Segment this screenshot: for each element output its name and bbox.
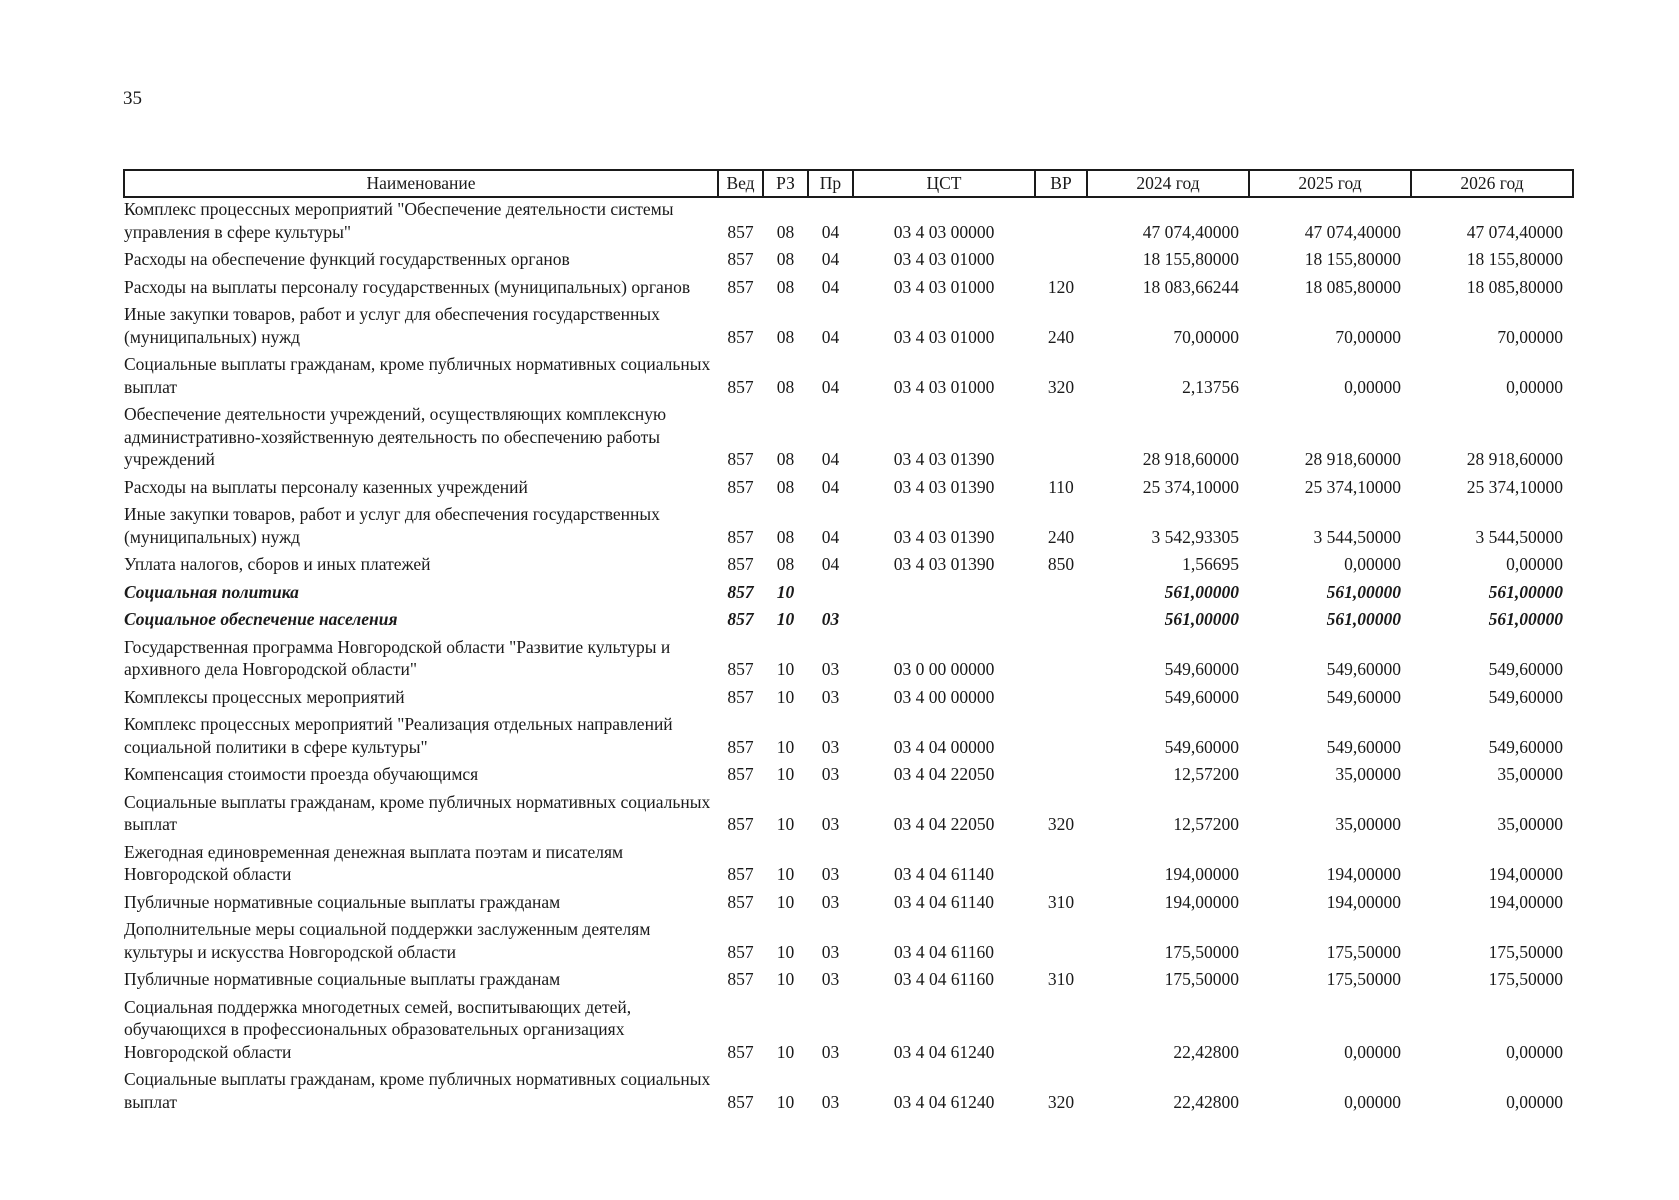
cell-name: Комплекс процессных мероприятий "Обеспечение деятельности системы управления в сфере культуры" — [124, 199, 674, 242]
cell-2025: 47 074,40000 — [1304, 221, 1401, 242]
table-row — [124, 608, 1573, 636]
cell-2025: 35,00000 — [1335, 764, 1401, 784]
cell-ved: 857 — [727, 1041, 754, 1062]
cell-name: Комплекс процессных мероприятий "Реализация отдельных направлений социальной политики в сфере культуры" — [124, 714, 673, 757]
cell-rz: 08 — [776, 276, 795, 297]
cell-2025: 194,00000 — [1326, 891, 1401, 912]
header-2026: 2026 год — [1411, 170, 1573, 197]
cell-pr: 04 — [821, 554, 840, 574]
cell-2024: 561,00000 — [1164, 609, 1239, 629]
cell-2026: 549,60000 — [1488, 686, 1563, 707]
cell-2026: 561,00000 — [1488, 581, 1563, 602]
header-pr: Пр — [808, 170, 853, 197]
cell-name: Публичные нормативные социальные выплаты гражданам — [124, 891, 561, 912]
header-vr: ВР — [1035, 170, 1087, 197]
cell-2025: 549,60000 — [1326, 736, 1401, 757]
cell-rz: 08 — [776, 376, 795, 397]
cell-2024: 2,13756 — [1182, 376, 1239, 397]
cell-rz: 10 — [776, 941, 795, 962]
table-body — [124, 197, 1573, 1118]
cell-rz: 08 — [776, 221, 795, 242]
cell-pr: 03 — [821, 814, 840, 834]
table-row — [124, 791, 1573, 841]
cell-vr — [1035, 248, 1087, 276]
cell-ved: 857 — [727, 969, 754, 989]
cell-2026: 175,50000 — [1488, 941, 1563, 962]
cell-cst: 03 4 04 61240 — [893, 1091, 995, 1112]
cell-cst: 03 4 03 01000 — [893, 326, 995, 347]
cell-2024: 22,42800 — [1173, 1091, 1239, 1112]
cell-2024: 194,00000 — [1164, 891, 1239, 912]
cell-ved: 857 — [727, 221, 754, 242]
cell-2026: 194,00000 — [1488, 891, 1563, 912]
cell-2026: 561,00000 — [1488, 609, 1563, 629]
cell-pr: 03 — [821, 764, 840, 784]
cell-2024: 561,00000 — [1164, 581, 1239, 602]
cell-vr — [1035, 841, 1087, 891]
cell-vr: 240 — [1047, 326, 1075, 347]
cell-rz: 10 — [776, 814, 795, 834]
table-row — [124, 713, 1573, 763]
cell-ved: 857 — [727, 686, 754, 707]
cell-pr: 03 — [821, 659, 840, 679]
cell-2024: 22,42800 — [1173, 1041, 1239, 1062]
cell-vr: 310 — [1047, 969, 1075, 989]
cell-pr: 03 — [821, 1091, 840, 1112]
cell-rz: 10 — [776, 609, 795, 629]
cell-2026: 549,60000 — [1488, 659, 1563, 679]
cell-vr — [1035, 636, 1087, 686]
cell-pr: 03 — [821, 1041, 840, 1062]
cell-2025: 0,00000 — [1344, 1041, 1401, 1062]
cell-2026: 0,00000 — [1506, 376, 1563, 397]
cell-vr: 120 — [1047, 276, 1075, 297]
header-2024: 2024 год — [1087, 170, 1249, 197]
table-header-row — [124, 170, 1573, 197]
cell-vr — [1035, 608, 1087, 636]
cell-2024: 28 918,60000 — [1142, 449, 1239, 469]
cell-pr: 04 — [821, 276, 840, 297]
cell-pr: 03 — [821, 891, 840, 912]
cell-2024: 549,60000 — [1164, 736, 1239, 757]
table-row — [124, 918, 1573, 968]
cell-pr: 03 — [821, 941, 840, 962]
cell-rz: 10 — [776, 1091, 795, 1112]
cell-name: Дополнительные меры социальной поддержки заслуженным деятелям культуры и искусства Новгородской области — [124, 919, 651, 962]
cell-2025: 175,50000 — [1326, 969, 1401, 989]
cell-cst: 03 4 04 61140 — [894, 891, 994, 912]
cell-2026: 35,00000 — [1497, 764, 1563, 784]
cell-2024: 70,00000 — [1173, 326, 1239, 347]
cell-pr: 04 — [821, 221, 840, 242]
cell-2026: 194,00000 — [1488, 864, 1563, 884]
cell-ved: 857 — [727, 659, 754, 679]
cell-pr — [808, 581, 853, 609]
cell-vr — [1035, 403, 1087, 476]
cell-2025: 25 374,10000 — [1304, 476, 1401, 497]
table-row — [124, 968, 1573, 996]
cell-cst: 03 0 00 00000 — [893, 659, 995, 679]
cell-2025: 0,00000 — [1344, 376, 1401, 397]
cell-ved: 857 — [727, 1091, 754, 1112]
cell-ved: 857 — [727, 376, 754, 397]
cell-name: Расходы на выплаты персоналу государственных (муниципальных) органов — [124, 276, 691, 297]
cell-2025: 194,00000 — [1326, 864, 1401, 884]
cell-vr — [1035, 581, 1087, 609]
cell-vr — [1035, 763, 1087, 791]
cell-name: Государственная программа Новгородской области "Развитие культуры и архивного дела Новгородской области" — [124, 636, 671, 679]
cell-rz: 10 — [776, 1041, 795, 1062]
cell-2026: 28 918,60000 — [1466, 449, 1563, 469]
cell-rz: 10 — [776, 891, 795, 912]
cell-ved: 857 — [727, 864, 754, 884]
cell-2024: 175,50000 — [1164, 941, 1239, 962]
cell-rz: 08 — [776, 449, 795, 469]
cell-name: Уплата налогов, сборов и иных платежей — [124, 554, 431, 574]
cell-2024: 175,50000 — [1164, 969, 1239, 989]
cell-rz: 10 — [776, 686, 795, 707]
cell-2024: 549,60000 — [1164, 686, 1239, 707]
header-name: Наименование — [124, 170, 718, 197]
cell-2026: 47 074,40000 — [1466, 221, 1563, 242]
cell-vr: 850 — [1047, 554, 1075, 574]
cell-name: Компенсация стоимости проезда обучающимся — [124, 764, 479, 784]
cell-cst: 03 4 03 01390 — [893, 554, 995, 574]
cell-2025: 0,00000 — [1344, 554, 1401, 574]
cell-name: Ежегодная единовременная денежная выплата поэтам и писателям Новгородской области — [124, 841, 624, 884]
header-2025: 2025 год — [1249, 170, 1411, 197]
cell-rz: 10 — [776, 969, 795, 989]
cell-2026: 3 544,50000 — [1475, 526, 1563, 547]
table-row — [124, 891, 1573, 919]
cell-ved: 857 — [727, 609, 754, 629]
cell-ved: 857 — [727, 814, 754, 834]
cell-cst: 03 4 04 00000 — [893, 736, 995, 757]
cell-vr: 320 — [1047, 1091, 1075, 1112]
table-row — [124, 248, 1573, 276]
cell-2024: 12,57200 — [1173, 814, 1239, 834]
cell-cst: 03 4 04 61240 — [893, 1041, 995, 1062]
cell-cst: 03 4 03 00000 — [893, 221, 995, 242]
cell-2024: 18 083,66244 — [1142, 276, 1239, 297]
cell-rz: 08 — [776, 476, 795, 497]
cell-2026: 25 374,10000 — [1466, 476, 1563, 497]
cell-cst: 03 4 03 01390 — [893, 526, 995, 547]
cell-name: Расходы на выплаты персоналу казенных учреждений — [124, 476, 528, 497]
cell-ved: 857 — [727, 249, 754, 269]
cell-rz: 08 — [776, 249, 795, 269]
cell-vr: 240 — [1047, 526, 1075, 547]
cell-2026: 0,00000 — [1506, 1041, 1563, 1062]
cell-vr: 320 — [1047, 814, 1075, 834]
cell-ved: 857 — [727, 554, 754, 574]
cell-cst: 03 4 03 01000 — [893, 376, 995, 397]
cell-name: Социальные выплаты гражданам, кроме публичных нормативных социальных выплат — [124, 791, 711, 834]
cell-vr: 310 — [1047, 891, 1075, 912]
cell-ved: 857 — [727, 526, 754, 547]
cell-ved: 857 — [727, 449, 754, 469]
cell-pr: 03 — [821, 969, 840, 989]
cell-name: Публичные нормативные социальные выплаты гражданам — [124, 969, 561, 989]
cell-vr — [1035, 918, 1087, 968]
cell-name: Социальная политика — [124, 581, 299, 602]
cell-2025: 28 918,60000 — [1304, 449, 1401, 469]
cell-cst: 03 4 04 22050 — [893, 764, 995, 784]
cell-ved: 857 — [727, 891, 754, 912]
cell-2025: 18 155,80000 — [1304, 249, 1401, 269]
table-row — [124, 276, 1573, 304]
cell-rz: 10 — [776, 764, 795, 784]
cell-vr — [1035, 996, 1087, 1069]
cell-pr: 03 — [821, 609, 840, 629]
cell-name: Социальная поддержка многодетных семей, воспитывающих детей, обучающихся в профессиональных образовательных организациях Новгородской области — [124, 996, 632, 1062]
cell-cst: 03 4 04 61160 — [894, 969, 994, 989]
cell-2025: 35,00000 — [1335, 814, 1401, 834]
cell-cst: 03 4 04 61140 — [894, 864, 994, 884]
cell-pr: 04 — [821, 449, 840, 469]
table-row — [124, 476, 1573, 504]
cell-rz: 10 — [776, 736, 795, 757]
cell-2025: 175,50000 — [1326, 941, 1401, 962]
cell-name: Социальные выплаты гражданам, кроме публичных нормативных социальных выплат — [124, 354, 711, 397]
cell-name: Иные закупки товаров, работ и услуг для обеспечения государственных (муниципальных) нужд — [124, 304, 660, 347]
table-row — [124, 581, 1573, 609]
cell-name: Обеспечение деятельности учреждений, осуществляющих комплексную административно-хозяйственную деятельность по обеспечению работы учреждений — [124, 404, 667, 469]
cell-vr — [1035, 713, 1087, 763]
cell-ved: 857 — [727, 941, 754, 962]
cell-pr: 04 — [821, 476, 840, 497]
cell-cst — [853, 608, 1035, 636]
cell-ved: 857 — [727, 764, 754, 784]
cell-cst: 03 4 04 61160 — [894, 941, 994, 962]
cell-vr — [1035, 197, 1087, 248]
cell-2025: 549,60000 — [1326, 659, 1401, 679]
cell-2026: 549,60000 — [1488, 736, 1563, 757]
table-row — [124, 996, 1573, 1069]
cell-2025: 70,00000 — [1335, 326, 1401, 347]
cell-cst: 03 4 03 01000 — [893, 249, 995, 269]
cell-2026: 0,00000 — [1506, 554, 1563, 574]
cell-2026: 70,00000 — [1497, 326, 1563, 347]
cell-pr: 04 — [821, 526, 840, 547]
cell-ved: 857 — [727, 736, 754, 757]
cell-2024: 25 374,10000 — [1142, 476, 1239, 497]
cell-cst: 03 4 04 22050 — [893, 814, 995, 834]
cell-rz: 08 — [776, 326, 795, 347]
cell-2026: 35,00000 — [1497, 814, 1563, 834]
cell-2024: 47 074,40000 — [1142, 221, 1239, 242]
cell-cst: 03 4 00 00000 — [893, 686, 995, 707]
cell-2025: 561,00000 — [1326, 581, 1401, 602]
cell-pr: 04 — [821, 376, 840, 397]
cell-cst: 03 4 03 01390 — [893, 449, 995, 469]
cell-ved: 857 — [727, 476, 754, 497]
cell-2024: 549,60000 — [1164, 659, 1239, 679]
cell-2024: 18 155,80000 — [1142, 249, 1239, 269]
cell-name: Социальные выплаты гражданам, кроме публичных нормативных социальных выплат — [124, 1069, 711, 1112]
cell-2025: 0,00000 — [1344, 1091, 1401, 1112]
cell-cst — [853, 581, 1035, 609]
budget-table — [123, 169, 1574, 1118]
table-row — [124, 553, 1573, 581]
cell-name: Расходы на обеспечение функций государственных органов — [124, 249, 570, 269]
table-row — [124, 353, 1573, 403]
table-row — [124, 197, 1573, 248]
table-row — [124, 503, 1573, 553]
table-row — [124, 763, 1573, 791]
cell-2026: 18 155,80000 — [1466, 249, 1563, 269]
cell-vr: 110 — [1048, 476, 1074, 497]
table-row — [124, 841, 1573, 891]
table-row — [124, 636, 1573, 686]
cell-rz: 10 — [776, 659, 795, 679]
cell-2024: 1,56695 — [1182, 554, 1239, 574]
cell-2025: 18 085,80000 — [1304, 276, 1401, 297]
cell-ved: 857 — [727, 581, 754, 602]
table-row — [124, 303, 1573, 353]
cell-2025: 561,00000 — [1326, 609, 1401, 629]
cell-2026: 18 085,80000 — [1466, 276, 1563, 297]
cell-vr — [1035, 686, 1087, 714]
cell-vr: 320 — [1047, 376, 1075, 397]
table-row — [124, 1068, 1573, 1118]
cell-pr: 04 — [821, 249, 840, 269]
cell-pr: 03 — [821, 736, 840, 757]
cell-pr: 04 — [821, 326, 840, 347]
header-rz: РЗ — [763, 170, 808, 197]
cell-2025: 3 544,50000 — [1313, 526, 1401, 547]
cell-2024: 194,00000 — [1164, 864, 1239, 884]
cell-name: Иные закупки товаров, работ и услуг для обеспечения государственных (муниципальных) нужд — [124, 504, 660, 547]
cell-cst: 03 4 03 01390 — [893, 476, 995, 497]
page-number: 35 — [123, 88, 142, 109]
cell-rz: 08 — [776, 554, 795, 574]
cell-pr: 03 — [821, 864, 840, 884]
cell-ved: 857 — [727, 326, 754, 347]
cell-2026: 0,00000 — [1506, 1091, 1563, 1112]
cell-cst: 03 4 03 01000 — [893, 276, 995, 297]
cell-ved: 857 — [727, 276, 754, 297]
header-cst: ЦСТ — [853, 170, 1035, 197]
cell-2025: 549,60000 — [1326, 686, 1401, 707]
cell-rz: 10 — [776, 581, 795, 602]
header-ved: Вед — [718, 170, 763, 197]
cell-name: Социальное обеспечение населения — [124, 609, 398, 629]
cell-rz: 10 — [776, 864, 795, 884]
cell-name: Комплексы процессных мероприятий — [124, 686, 405, 707]
table-row — [124, 686, 1573, 714]
cell-pr: 03 — [821, 686, 840, 707]
cell-2024: 12,57200 — [1173, 764, 1239, 784]
cell-2024: 3 542,93305 — [1151, 526, 1239, 547]
table-row — [124, 403, 1573, 476]
budget-table-container — [123, 169, 1563, 1118]
cell-2026: 175,50000 — [1488, 969, 1563, 989]
cell-rz: 08 — [776, 526, 795, 547]
